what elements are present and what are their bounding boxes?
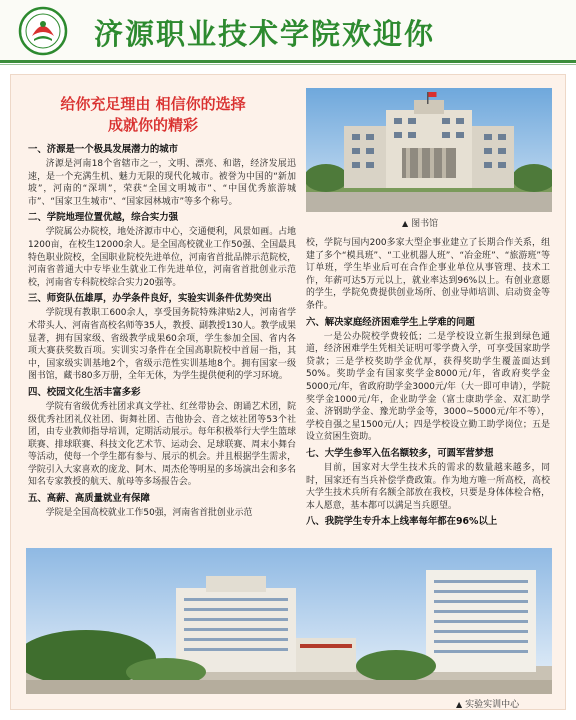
section-body-part: 学院是全国高校就业工作50强，河南省首批创业示范 [45,508,253,519]
college-emblem-icon [18,6,68,56]
section-body: 济源是河南18个省辖市之一，文明、漂亮、和谐，经济发展迅速，是一个充满生机、魅力无限的现代化城市。被誉为中国的“新加坡”，河南的“深圳”，荣获“全国文明城市”、“中国优秀旅游城市”、“国家卫生城市”、“国家园林城市”等多个称号。 [28,159,296,207]
right-column [306,237,550,530]
section-heading: 六、解决家庭经济困难学生上学难的问题 [306,316,475,328]
section-body: 学院属公办院校，地处济源市中心，交通便利，风景如画。占地1200亩，在校生12000余人。是全国高校就业工作50强、全国最具特色职业院校，全国职业院校先进单位，河南省首批品牌示范院校，河南省普通大中专毕业生就业工作先进单位，河南省首批创业示范校，河南省专科院校综合实力20强等。 [28,227,296,288]
page-header [0,0,576,62]
section-heading: 八、我院学生专升本上线率每年都在96%以上 [306,516,498,528]
section-body-part: 校，学院与国内200多家大型企事业建立了长期合作关系，组建了多个“模具班”、“工业机器人班”、“冶金班”、“旅游班”等订单班，学生毕业后可在合作企事业单位从事管理、技术工作，年薪可达5万元以上，就业率达到96%以上。有创业意愿的学生，学院免费提供创业场所、创业导师培训、启动资金等条件。 [306,238,550,311]
section-body: 目前，国家对大学生技术兵的需求的数量越来越多，同时，国家还有当兵补偿学费政策。作为地方唯一所高校，高校大学生技术兵所有名额全部放在我校，只要是身体体检合格，本人愿意，基本都可以满足当兵愿望。 [306,462,550,511]
library-photo [306,88,552,212]
page-title: 济源职业技术学院欢迎你 [94,17,436,51]
left-column [28,140,296,521]
section-heading: 二、学院地理位置优越，综合实力强 [28,212,179,224]
section-body: 学院现有教职工600余人，享受国务院特殊津贴2人，河南省学术带头人、河南省高校名师等35人，教授、副教授130人。教学成果显著，拥有国家级、省级教学成果60余项，学生参加全国、省内各项大赛获奖数百项。实训实习条件在全国高职院校中首屈一指，其中，国家级实训基地2个，省级示范性实训基地8个。拥有国家一级图书馆，藏书80多万册，全年无休，为学生提供便利的学习环境。 [28,308,296,382]
section-heading: 一、济源是一个极具发展潜力的城市 [28,144,179,155]
triangle-up-icon: ▲ [402,219,409,228]
section-body: 一是公办院校学费较低；二是学校设立新生报到绿色通道，经济困难学生凭相关证明可零学费入学，可享受国家助学贷款；三是学校奖助学金优厚，获得奖助学生覆盖面达到50%。奖助学金有国家奖学金8000元/年，省政府奖学金5000元/年，省政府助学金3000元/年（大一即可申请），学院奖学金1000元/年，企业助学金（富士康助学金、双汇助学金、济钢助学金、豫光助学金等，3000~5000元/年不等），学校自强之星1500元/人；四是学校设立勤工助学岗位；五是设立贫困生资助。 [306,331,550,443]
training-center-photo [26,548,552,694]
slogan-line-2: 成就你的精彩 [107,116,198,134]
library-caption [402,216,438,229]
section-heading: 四、校园文化生活丰富多彩 [28,386,141,398]
slogan-line-1: 给你充足理由 相信你的选择 [60,95,246,113]
section-heading: 三、师资队伍雄厚，办学条件良好，实验实训条件优势突出 [28,293,272,305]
training-center-caption-text: 实验实训中心 [465,700,520,710]
section-body: 学院有省级优秀社团求真文学社、红丝带协会、朗诵艺术团，院级优秀社团礼仪社团、街舞社团、吉他协会、音之炫社团等53个社团，由专业教师指导培训，定期活动展示。每年积极举行大学生篮球联赛、排球联赛、科技文化艺术节、运动会、足球联赛、周末小舞台等活动，使每一个学生都有参与、展示的机会。并且根据学生需求，学院引入大家喜欢的庞龙、阿木、周杰伦等明星的多场演出会和多名知名专家教授的航天、航母等多场报告会。 [28,401,296,488]
training-center-caption [456,697,519,710]
library-caption-text: 图书馆 [411,219,439,229]
section-heading: 七、大学生参军入伍名额较多，可圆军营梦想 [306,447,494,459]
triangle-up-icon: ▲ [456,700,463,709]
section-heading: 五、高薪、高质量就业有保障 [28,493,150,505]
header-divider [0,60,576,63]
slogan [20,94,286,136]
header-divider-thin [0,64,576,65]
